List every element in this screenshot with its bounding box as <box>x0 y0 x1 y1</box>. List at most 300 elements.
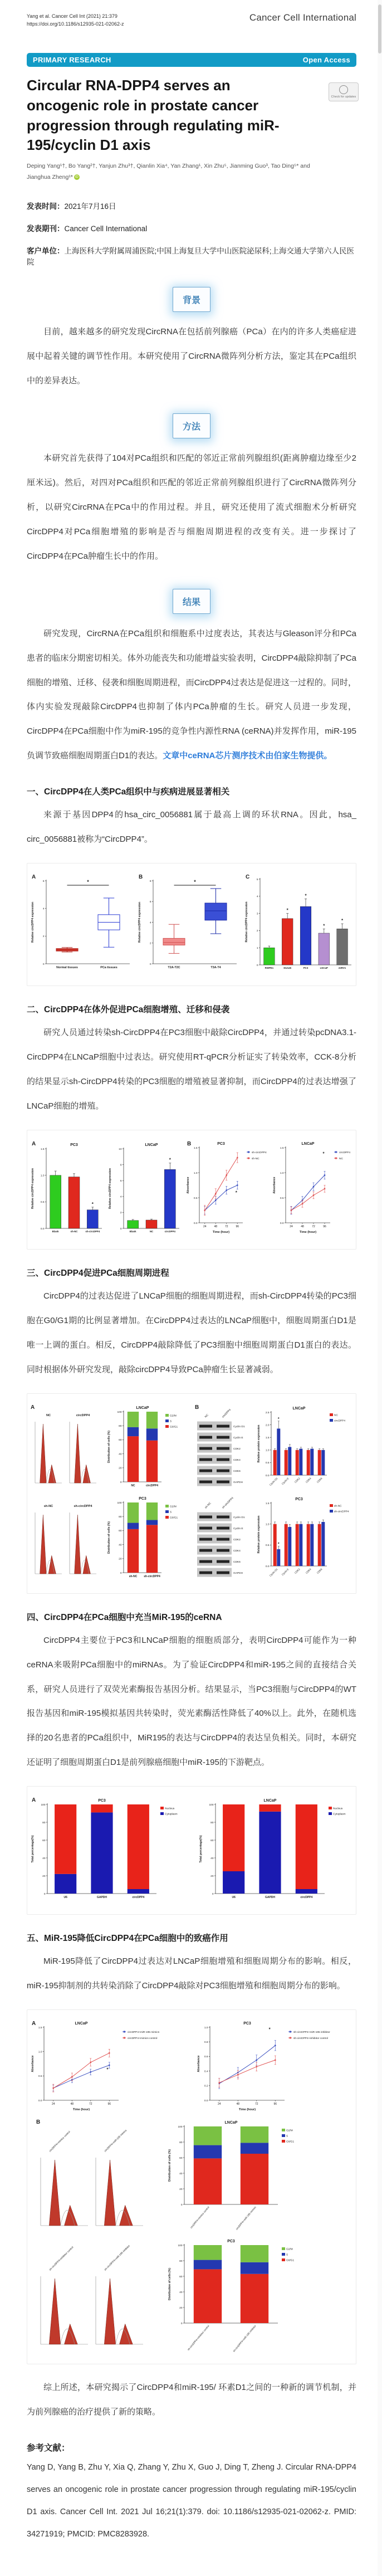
svg-text:CDK4: CDK4 <box>233 1549 241 1553</box>
figure-2-row <box>30 1139 354 1240</box>
svg-text:48: 48 <box>236 2102 240 2106</box>
svg-text:*: * <box>268 2027 271 2032</box>
svg-text:circDPP4: circDPP4 <box>165 1230 176 1233</box>
svg-text:*: * <box>87 879 89 885</box>
svg-text:40: 40 <box>210 1857 214 1861</box>
cerna-provider-link[interactable]: 文章中ceRNA芯片测序技术由伯家生物提供。 <box>163 751 332 761</box>
svg-text:CDK6: CDK6 <box>233 1470 241 1473</box>
svg-text:*: * <box>277 1542 280 1546</box>
svg-text:72: 72 <box>312 1224 315 1228</box>
svg-text:4: 4 <box>42 908 45 911</box>
svg-text:80: 80 <box>119 1515 122 1519</box>
svg-text:circDPP4+mimics control: circDPP4+mimics control <box>48 2130 71 2153</box>
svg-text:sh-circDPP4: sh-circDPP4 <box>334 1510 349 1514</box>
svg-text:Distribution of cells (%): Distribution of cells (%) <box>107 1521 111 1554</box>
svg-text:Cyclin D1: Cyclin D1 <box>268 1567 278 1577</box>
method-badge-wrap <box>27 413 356 438</box>
svg-text:0: 0 <box>180 2203 183 2207</box>
svg-text:1.5: 1.5 <box>265 1436 270 1440</box>
svg-text:DU145: DU145 <box>283 967 292 970</box>
svg-text:G2/M: G2/M <box>286 2248 293 2251</box>
svg-text:sh-NC: sh-NC <box>43 1504 53 1508</box>
section-4-paragraph: CircDPP4主要位于PC3和LNCaP细胞的细胞质部分，表明CircDPP4可能作为一种ceRNA来吸附PCa细胞中的miRNAs。为了验证CircDPP4和miR-195之间的直接结合关系，研究人员进行了双荧光素酶报告基因分析。结果显示，当PC3细胞与CircDPP4的WT报告基因和miR-195模拟基因共转染时，荧光素酶活性降低了40%以上。此外，在随机选择的20名患者的PCa组织中，MiR195的表达与CircDPP4的表达呈负相关。同时，本研究还证明了细胞周期蛋白D1是前列腺癌细胞中miR-195的下游靶点。 <box>27 1635 356 1768</box>
svg-text:22RV1: 22RV1 <box>338 967 346 970</box>
svg-text:CDK4: CDK4 <box>233 1458 241 1462</box>
svg-text:PC3: PC3 <box>70 1143 78 1147</box>
svg-text:Absorbance: Absorbance <box>197 2055 200 2072</box>
chart-pc3-cck8-line <box>185 1139 268 1240</box>
svg-text:PC3: PC3 <box>139 1496 147 1501</box>
chart-pc3-cellcycle-stacked <box>106 1494 190 1584</box>
svg-text:2: 2 <box>256 930 258 933</box>
svg-text:Time (hour): Time (hour) <box>212 1230 229 1234</box>
svg-text:100: 100 <box>117 1501 122 1505</box>
svg-text:G2/M: G2/M <box>286 2129 293 2133</box>
svg-text:0.0: 0.0 <box>38 2099 42 2102</box>
svg-text:sh-circDPP4+inhibitor control: sh-circDPP4+inhibitor control <box>293 2037 328 2041</box>
svg-text:80: 80 <box>119 1424 122 1428</box>
svg-text:sh-circDPP4+miR-195 inhibitor: sh-circDPP4+miR-195 inhibitor <box>293 2031 330 2035</box>
svg-text:CDK6: CDK6 <box>316 1567 323 1574</box>
svg-text:100: 100 <box>178 2125 183 2129</box>
svg-text:0: 0 <box>42 963 45 966</box>
svg-text:G2/M: G2/M <box>170 1505 177 1509</box>
svg-text:circDPP4+miR-195 mimics: circDPP4+miR-195 mimics <box>128 2031 160 2035</box>
svg-text:0.4: 0.4 <box>204 2070 208 2074</box>
page-title: Circular RNA-DPP4 serves an oncogenic role in prostate cancer progression through regulating miR-195/cyclin D1 axis <box>27 76 280 154</box>
svg-text:PC3: PC3 <box>303 967 308 970</box>
svg-text:80: 80 <box>42 1822 46 1825</box>
svg-text:1.5: 1.5 <box>265 1502 270 1505</box>
svg-text:Relative protein expression: Relative protein expression <box>257 1424 261 1463</box>
svg-text:Time (hour): Time (hour) <box>299 1230 317 1234</box>
svg-text:LNCaP: LNCaP <box>301 1141 315 1146</box>
check-for-updates-button[interactable] <box>329 82 359 101</box>
svg-text:1.0: 1.0 <box>40 1174 45 1178</box>
svg-text:0.6: 0.6 <box>204 2056 208 2059</box>
svg-text:A: A <box>31 1404 35 1411</box>
svg-text:*: * <box>235 1190 237 1196</box>
svg-text:2.0: 2.0 <box>265 1424 270 1427</box>
svg-text:Total percentage(%): Total percentage(%) <box>199 1835 203 1863</box>
svg-text:NC: NC <box>204 1413 209 1419</box>
svg-text:20: 20 <box>210 1875 214 1879</box>
result-paragraph: 研究发现，CircRNA在PCa组织和细胞系中过度表达，其表达与Gleason评分和PCa患者的临床分期密切相关。体外功能丧失和功能增益实验表明，CircDPP4敲除抑制了PCa细胞的增殖、迁移、侵袭和细胞周期进程，而CircDPP4过表达是促进这一过程的。同时，体内实验发现敲除CircDPP4也抑制了体内PCa肿瘤的生长。研究人员进一步发现，CircDPP4在PCa细胞中作为miR-195的竞争性内源性RNA (ceRNA)并发挥作用，miR-195负调节致癌细胞周期蛋白D1的表达。文章中ceRNA芯片测序技术由伯家生物提供。 <box>27 628 356 761</box>
svg-text:60: 60 <box>210 1840 214 1843</box>
svg-text:2: 2 <box>149 942 151 945</box>
svg-text:*: * <box>277 1417 280 1421</box>
svg-text:0.0: 0.0 <box>40 1227 45 1231</box>
svg-text:40: 40 <box>42 1857 46 1861</box>
svg-text:Relative protein expression: Relative protein expression <box>257 1515 261 1554</box>
svg-text:sh-circDPP4: sh-circDPP4 <box>85 1230 100 1233</box>
svg-text:A: A <box>32 2021 36 2027</box>
chart-lncap-cellcycle-stacked <box>106 1403 190 1494</box>
author-list: Deping Yang¹†, Bo Yang²†, Yanjun Zhu³†, Qianlin Xia⁴, Yan Zhang¹, Xin Zhu⁵, Jianming Guo³, Tao Ding⁵* and Jianghua Zheng¹* iD <box>27 163 310 181</box>
svg-text:20: 20 <box>179 2306 183 2310</box>
chart-pc3-rescue-stacked <box>166 2236 307 2355</box>
chart-circdpp4-cellline-bar <box>243 872 354 977</box>
svg-text:100: 100 <box>178 2244 183 2247</box>
svg-text:24: 24 <box>217 2102 221 2106</box>
figure-3 <box>27 1393 356 1594</box>
svg-text:Cyclin D1: Cyclin D1 <box>233 1425 245 1428</box>
svg-text:24: 24 <box>203 1224 207 1228</box>
svg-text:sh-circDPP4+miR-195 inhibitor: sh-circDPP4+miR-195 inhibitor <box>232 2324 257 2353</box>
svg-text:Nucleus: Nucleus <box>165 1807 175 1811</box>
svg-text:circDPP4: circDPP4 <box>300 1896 313 1900</box>
svg-text:CDK2: CDK2 <box>293 1567 301 1574</box>
svg-text:LNCaP: LNCaP <box>224 2121 238 2125</box>
svg-text:G0/G1: G0/G1 <box>170 1426 178 1429</box>
result-badge-wrap <box>27 589 356 614</box>
citation-line: Yang et al. Cancer Cell Int (2021) 21:379 <box>27 13 117 19</box>
svg-text:Cyclin E: Cyclin E <box>281 1476 290 1485</box>
svg-text:0.5: 0.5 <box>265 1461 270 1465</box>
svg-text:80: 80 <box>210 1822 214 1825</box>
section-2-paragraph: 研究人员通过转染sh-CircDPP4在PC3细胞中敲除CircDPP4，并通过转染pcDNA3.1-CircDPP4在LNCaP细胞中过表达。研究使用RT-qPCR分析证实了转染效率，CCK-8分析的结果显示sh-CircDPP4转染的PC3细胞的增殖被显著抑制，而CircDPP4的过表达增强了LNCaP细胞的增殖。 <box>27 1028 356 1111</box>
svg-text:96: 96 <box>273 2102 277 2106</box>
chart-lncap-protein-groupbar <box>256 1403 354 1494</box>
svg-text:S: S <box>170 1511 172 1514</box>
svg-text:B: B <box>36 2119 41 2126</box>
svg-text:4: 4 <box>256 895 258 899</box>
figure-3-row-1 <box>30 1403 354 1494</box>
svg-text:PCa tissues: PCa tissues <box>100 966 117 970</box>
svg-text:0: 0 <box>256 964 258 967</box>
doi-link[interactable]: https://doi.org/10.1186/s12935-021-02062-z <box>27 21 124 27</box>
chart-pc3-flow-histograms <box>30 1494 103 1584</box>
svg-text:Total percentage(%): Total percentage(%) <box>31 1835 35 1863</box>
svg-text:6: 6 <box>42 880 45 883</box>
svg-text:*: * <box>91 1201 94 1207</box>
svg-text:Relative circDPP4 expression: Relative circDPP4 expression <box>31 902 35 943</box>
svg-text:B: B <box>187 1140 191 1147</box>
svg-text:20: 20 <box>119 1467 122 1470</box>
svg-text:Cyclin D1: Cyclin D1 <box>268 1476 278 1486</box>
citation-block <box>27 12 124 28</box>
chart-lncap-flow-histograms <box>30 1403 103 1494</box>
svg-text:GAPDH: GAPDH <box>96 1896 107 1900</box>
svg-text:S: S <box>286 2253 288 2257</box>
svg-text:20: 20 <box>42 1875 46 1879</box>
background-badge-wrap <box>27 287 356 312</box>
svg-text:10: 10 <box>119 1148 122 1151</box>
svg-text:100: 100 <box>117 1411 122 1414</box>
svg-text:*: * <box>194 879 196 885</box>
svg-text:NC: NC <box>150 1230 154 1233</box>
svg-text:sh-circDPP4+inhibitor control: sh-circDPP4+inhibitor control <box>48 2246 74 2271</box>
svg-text:2: 2 <box>42 935 45 939</box>
svg-text:G0/G1: G0/G1 <box>286 2259 295 2262</box>
svg-text:circDPP4: circDPP4 <box>76 1413 90 1417</box>
method-paragraph: 本研究首先获得了104对PCa组织和匹配的邻近正常前列腺组织(距离肿瘤边缘至少2厘米远)。然后，对四对PCa组织和匹配的邻近正常前列腺组织进行了CircRNA微阵列分析，以研究CircRNA在PCa中的作用过程。并且，研究还使用了流式细胞术分析研究CircDPP4对PCa细胞增殖的影响是否与细胞周期进程的改变有关。进一步探讨了CircDPP4在PCa肿瘤生长中的作用。 <box>27 453 356 561</box>
chart-circdpp4-stage-boxplot <box>136 872 240 977</box>
chart-lncap-rescue-stacked <box>166 2118 307 2236</box>
svg-text:*: * <box>341 918 344 924</box>
chart-lncap-rescue-flow <box>35 2118 150 2236</box>
svg-text:72: 72 <box>89 2102 92 2106</box>
svg-text:60: 60 <box>119 1529 122 1533</box>
svg-text:60: 60 <box>179 2157 183 2160</box>
svg-text:U6: U6 <box>63 1896 67 1900</box>
svg-text:sh-circDPP4+inhibitor control: sh-circDPP4+inhibitor control <box>187 2324 210 2351</box>
section-1-heading: 一、CircDPP4在人类PCa组织中与疾病进展显著相关 <box>27 787 230 797</box>
svg-text:0: 0 <box>120 1572 122 1575</box>
svg-text:sh-NC: sh-NC <box>251 1157 259 1160</box>
svg-text:G0/G1: G0/G1 <box>170 1516 178 1520</box>
svg-text:sh-circDPP4+miR-195 inhibitor: sh-circDPP4+miR-195 inhibitor <box>104 2244 131 2271</box>
svg-text:24: 24 <box>51 2102 55 2106</box>
chart-lncap-localization-stacked <box>198 1796 354 1905</box>
svg-text:A: A <box>32 874 36 881</box>
svg-text:*: * <box>286 908 288 913</box>
reference-text: Yang D, Yang B, Zhu Y, Xia Q, Zhang Y, Zhu X, Guo J, Ding T, Zheng J. Circular RNA-DPP4 serves an oncogenic role in prostate cancer progression through regulating miR-195/cyclin D1 axis. Cancer Cell Int. 2021 Jul 16;21(1):379. doi: 10.1186/s12935-021-02062-z. PMID: 34271919; PMCID: PMC8283928. <box>27 2463 356 2539</box>
svg-text:LNCaP: LNCaP <box>136 1406 149 1410</box>
chart-pc3-rescue-line <box>195 2019 354 2118</box>
svg-text:1.5: 1.5 <box>38 2026 42 2029</box>
section-5-heading: 五、MiR-195降低CircDPP4在PCa细胞中的致癌作用 <box>27 1934 228 1944</box>
svg-text:0: 0 <box>212 1893 214 1896</box>
svg-text:C: C <box>246 874 250 881</box>
svg-text:LNCaP: LNCaP <box>263 1799 277 1803</box>
svg-text:0.5: 0.5 <box>280 1197 284 1200</box>
svg-text:Distribution of cells (%): Distribution of cells (%) <box>168 2268 172 2301</box>
svg-text:circDPP4+mimics control: circDPP4+mimics control <box>189 2206 210 2229</box>
svg-text:circDPP4: circDPP4 <box>339 1151 350 1154</box>
figure-5-row-b2 <box>35 2236 354 2355</box>
svg-text:T2A-T2C: T2A-T2C <box>168 966 180 970</box>
svg-text:NC: NC <box>131 1484 135 1487</box>
crossmark-icon <box>339 85 348 94</box>
svg-text:NC: NC <box>339 1157 343 1160</box>
svg-text:80: 80 <box>179 2141 183 2144</box>
svg-text:96: 96 <box>236 1224 239 1228</box>
svg-text:circDPP4+mimics control: circDPP4+mimics control <box>128 2037 158 2041</box>
chart-pc3-protein-groupbar <box>256 1494 354 1584</box>
chart-lncap-rescue-line <box>30 2019 188 2118</box>
svg-text:0.0: 0.0 <box>204 2099 208 2102</box>
svg-text:0.5: 0.5 <box>38 2075 42 2079</box>
svg-text:72: 72 <box>224 1224 228 1228</box>
svg-text:A: A <box>32 1797 36 1804</box>
svg-text:0.5: 0.5 <box>265 1544 270 1547</box>
chart-pc3-transfection-bar <box>30 1139 104 1240</box>
svg-text:CDK4: CDK4 <box>305 1567 312 1574</box>
svg-text:Cyclin E: Cyclin E <box>281 1567 290 1576</box>
svg-text:GAPDH: GAPDH <box>233 1481 243 1484</box>
meta-journal: 发表期刊：Cancer Cell International <box>27 225 148 233</box>
svg-text:sh-circDPP4: sh-circDPP4 <box>222 1496 234 1510</box>
orcid-icon[interactable]: iD <box>74 174 80 180</box>
scrollbar-track[interactable] <box>378 0 382 2576</box>
svg-text:0: 0 <box>120 1227 122 1231</box>
svg-text:LNCaP: LNCaP <box>75 2022 88 2026</box>
section-5-paragraph: MiR-195降低了CircDPP4过表达对LNCaP细胞增殖和细胞周期分布的影响。相反，miR-195抑制剂的共转染消除了CircDPP4敲除对PC3细胞增殖和细胞周期分布的影响。 <box>27 1957 356 1991</box>
svg-text:96: 96 <box>323 1224 326 1228</box>
svg-text:Time (hour): Time (hour) <box>72 2108 90 2112</box>
svg-text:LNCaP: LNCaP <box>320 967 329 970</box>
figure-1-row <box>30 872 354 977</box>
svg-text:sh-NC: sh-NC <box>129 1574 138 1578</box>
svg-text:Normal tissues: Normal tissues <box>56 966 78 970</box>
scrollbar-thumb[interactable] <box>378 4 381 53</box>
svg-text:*: * <box>305 893 307 899</box>
svg-text:1.0: 1.0 <box>204 2026 208 2029</box>
svg-text:Absorbance: Absorbance <box>272 1177 276 1194</box>
svg-text:U6: U6 <box>232 1896 236 1900</box>
svg-text:48: 48 <box>214 1224 217 1228</box>
svg-text:Relative circDPP4 expression: Relative circDPP4 expression <box>245 901 248 943</box>
svg-text:Relative circDPP4 expression: Relative circDPP4 expression <box>138 902 141 943</box>
svg-text:GAPDH: GAPDH <box>233 1572 243 1575</box>
conclusion-paragraph: 综上所述，本研究揭示了CircDPP4和miR-195/ 环素D1之间的一种新的调节机制，并为前列腺癌的治疗提供了新的策略。 <box>27 2383 356 2417</box>
chart-pc3-localization-stacked <box>30 1796 185 1905</box>
section-3-paragraph: CircDPP4的过表达促进了LNCaP细胞的细胞周期进程，而sh-CircDPP4转染的PC3细胞在G0/G1期的比例显著增加。在CircDPP4过表达的LNCaP细胞中，细胞周期蛋白D1是唯一上调的蛋白。相反，CircDPP4敲除降低了PC3细胞中细胞周期蛋白D1蛋白的表达。同时根据体外研究发现，敲除circDPP4导致PCa肿瘤生长显著减弱。 <box>27 1291 356 1374</box>
svg-text:Time (hour): Time (hour) <box>238 2108 256 2112</box>
section-4-heading: 四、CircDPP4在PCa细胞中充当MiR-195的ceRNA <box>27 1612 222 1622</box>
chart-lncap-transfection-bar <box>107 1139 182 1240</box>
svg-text:1.0: 1.0 <box>280 1172 284 1175</box>
method-badge: 方法 <box>173 413 210 438</box>
svg-text:Relative circDPP4 expression: Relative circDPP4 expression <box>109 1168 112 1209</box>
svg-text:1.0: 1.0 <box>193 1172 198 1175</box>
background-paragraph: 目前，越来越多的研究发现CircRNA在包括前列腺癌（PCa）在内的许多人类癌症进展中起着关键的调节性作用。本研究使用了CircRNA微阵列分析方法，鉴定其在PCa组织中的差异表达。 <box>27 327 356 386</box>
svg-text:circDPP4+miR-195 mimics: circDPP4+miR-195 mimics <box>235 2206 257 2231</box>
svg-text:100: 100 <box>209 1804 214 1807</box>
svg-text:CDK2: CDK2 <box>233 1447 241 1451</box>
svg-text:0.2: 0.2 <box>204 2085 208 2088</box>
svg-text:100: 100 <box>41 1804 46 1807</box>
chart-pc3-western-blot <box>194 1494 253 1584</box>
figure-4 <box>27 1786 356 1915</box>
svg-text:1.0: 1.0 <box>38 2051 42 2054</box>
svg-text:48: 48 <box>301 1224 304 1228</box>
figure-2 <box>27 1130 356 1250</box>
svg-text:4: 4 <box>120 1196 122 1199</box>
svg-text:PC3: PC3 <box>295 1497 303 1501</box>
svg-text:0.8: 0.8 <box>204 2041 208 2045</box>
svg-text:0.5: 0.5 <box>40 1201 45 1204</box>
svg-text:Absorbance: Absorbance <box>31 2055 35 2072</box>
svg-text:LNCaP: LNCaP <box>145 1143 158 1147</box>
svg-text:Blank: Blank <box>52 1230 59 1233</box>
references-heading: 参考文献： <box>27 2443 70 2453</box>
svg-text:*: * <box>169 1157 172 1163</box>
meta-affiliations: 客户单位：上海医科大学附属周浦医院;中国上海复旦大学中山医院泌尿科;上海交通大学第六人民医院 <box>27 247 355 267</box>
svg-text:Cytoplasm: Cytoplasm <box>165 1813 178 1816</box>
svg-text:circDPP4: circDPP4 <box>222 1408 232 1419</box>
svg-text:0.5: 0.5 <box>193 1197 198 1200</box>
meta-publish-date: 发表时间：2021年7月16日 <box>27 202 116 211</box>
svg-text:Blank: Blank <box>130 1230 136 1233</box>
svg-text:Distribution of cells (%): Distribution of cells (%) <box>168 2149 172 2182</box>
section-2-heading: 二、CircDPP4在体外促进PCa细胞增殖、迁移和侵袭 <box>27 1005 230 1015</box>
svg-text:0.0: 0.0 <box>280 1222 284 1225</box>
open-access-badge: Open Access <box>302 55 350 64</box>
svg-text:2: 2 <box>120 1212 122 1215</box>
svg-text:PC3: PC3 <box>227 2240 235 2244</box>
result-badge: 结果 <box>173 589 210 614</box>
svg-text:40: 40 <box>179 2291 183 2294</box>
svg-text:8: 8 <box>149 880 151 883</box>
svg-text:40: 40 <box>179 2172 183 2175</box>
svg-text:LNCaP: LNCaP <box>292 1406 306 1411</box>
svg-text:RWPE1: RWPE1 <box>265 967 274 970</box>
svg-text:G2/M: G2/M <box>170 1414 177 1418</box>
svg-text:CDK2: CDK2 <box>233 1538 241 1541</box>
svg-text:CDK4: CDK4 <box>305 1476 312 1484</box>
svg-text:40: 40 <box>119 1453 122 1456</box>
svg-text:circDPP4: circDPP4 <box>132 1896 145 1900</box>
svg-text:5: 5 <box>256 878 258 881</box>
check-for-updates-label: Check for updates <box>331 95 356 99</box>
meta-block <box>27 200 356 267</box>
figure-5 <box>27 2009 356 2364</box>
svg-text:CDK6: CDK6 <box>316 1476 323 1484</box>
svg-text:S: S <box>170 1420 172 1423</box>
svg-text:1.0: 1.0 <box>265 1449 270 1452</box>
svg-text:Cyclin D1: Cyclin D1 <box>233 1516 245 1519</box>
svg-text:1.0: 1.0 <box>265 1523 270 1526</box>
svg-text:B: B <box>194 1404 199 1411</box>
svg-text:sh-NC: sh-NC <box>70 1230 78 1233</box>
chart-lncap-cck8-line <box>271 1139 354 1240</box>
svg-text:0: 0 <box>180 2322 183 2325</box>
section-1-paragraph: 来源于基因DPP4的hsa_circ_0056881属于最高上调的环状RNA。因此，hsa_ circ_0056881被称为“CircDPP4”。 <box>27 810 356 845</box>
svg-text:2.5: 2.5 <box>265 1411 270 1414</box>
svg-text:sh-circDPP4: sh-circDPP4 <box>144 1574 161 1578</box>
svg-text:0.0: 0.0 <box>193 1222 198 1225</box>
chart-pc3-rescue-flow <box>35 2236 150 2355</box>
svg-text:20: 20 <box>179 2188 183 2191</box>
svg-text:0.0: 0.0 <box>265 1565 270 1568</box>
journal-name: Cancer Cell International <box>249 12 356 23</box>
svg-text:1.5: 1.5 <box>40 1148 45 1151</box>
figure-4-row <box>30 1796 354 1905</box>
svg-text:*: * <box>322 1151 325 1157</box>
svg-text:Cytoplasm: Cytoplasm <box>333 1813 346 1816</box>
svg-text:sh-circDPP4: sh-circDPP4 <box>251 1151 267 1154</box>
figure-1 <box>27 863 356 986</box>
chart-lncap-western-blot <box>194 1403 253 1494</box>
background-badge: 背景 <box>173 287 210 312</box>
svg-text:CDK6: CDK6 <box>233 1560 241 1564</box>
svg-text:6: 6 <box>149 901 151 904</box>
svg-text:0.0: 0.0 <box>265 1474 270 1477</box>
svg-text:GAPDH: GAPDH <box>265 1896 276 1900</box>
figure-5-row-a <box>30 2019 354 2118</box>
svg-text:60: 60 <box>42 1840 46 1843</box>
svg-text:1.5: 1.5 <box>193 1146 198 1150</box>
svg-text:20: 20 <box>119 1558 122 1561</box>
svg-text:CDK2: CDK2 <box>293 1476 301 1484</box>
article-type-banner <box>27 53 356 67</box>
svg-text:T3A-T4: T3A-T4 <box>210 966 221 970</box>
svg-text:Distribution of cells (%): Distribution of cells (%) <box>107 1430 111 1463</box>
svg-text:80: 80 <box>179 2260 183 2263</box>
svg-text:sh-circDPP4: sh-circDPP4 <box>74 1504 92 1508</box>
svg-text:0: 0 <box>120 1481 122 1484</box>
svg-text:*: * <box>323 923 325 929</box>
svg-text:sh-NC: sh-NC <box>334 1505 342 1508</box>
svg-text:circDPP4: circDPP4 <box>334 1419 345 1423</box>
svg-text:1: 1 <box>256 947 258 950</box>
svg-text:PC3: PC3 <box>217 1141 225 1146</box>
figure-5-row-b1 <box>35 2118 354 2236</box>
section-3-heading: 三、CircDPP4促进PCa细胞周期进程 <box>27 1268 169 1278</box>
svg-text:96: 96 <box>107 2102 111 2106</box>
